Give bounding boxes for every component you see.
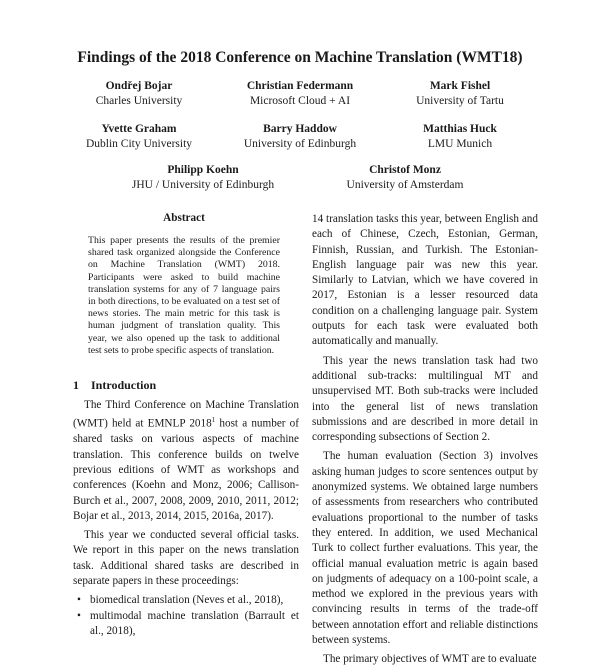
footnote-marker: 1 — [211, 416, 216, 425]
author-affiliation: University of Amsterdam — [346, 179, 464, 191]
author-name: Yvette Graham — [101, 123, 177, 135]
right-column-body — [312, 212, 538, 672]
author-affiliation: LMU Munich — [427, 138, 493, 150]
author-affiliation: Charles University — [95, 95, 183, 107]
author-name: Barry Haddow — [263, 123, 337, 135]
author-block — [225, 79, 375, 109]
author-affiliation: University of Edinburgh — [243, 138, 357, 150]
paper-title: Findings of the 2018 Conference on Machine Translation (WMT18) — [77, 49, 523, 66]
author-block — [225, 122, 375, 152]
author-name: Christof Monz — [369, 164, 441, 176]
body-paragraph: 14 translation tasks this year, between English and each of Chinese, Czech, Estonian, German, Finnish, Russian, and Turkish. The Estonian-English language pair was new this year. Similarly to Latvian, which we have covered in 2017, Estonian is a lesser resourced data condition on a challenging language pair. System outputs for each task were evaluated both automatically and manually. — [312, 213, 538, 348]
intro-text: host a number of shared tasks on various aspects of machine translation. This conference builds on twelve previous editions of WMT as workshops and conferences (Koehn and Monz, 2006; Callison-Burch et al., 2007, 2008, 2009, 2010, 2011, 2012; Bojar et al., 2013, 2014, 2015, 2016a, 2017). — [73, 418, 299, 522]
author-block — [320, 163, 490, 193]
author-affiliation: Dublin City University — [85, 138, 193, 150]
body-paragraph: This year the news translation task had two additional sub-tracks: multilingual MT and unsupervised MT. Both sub-tracks were included into the general list of news translation submissions and are described in more detail in corresponding subsections of Section 2. — [312, 354, 538, 444]
intro-paragraph-1 — [73, 398, 299, 524]
abstract-text: This paper presents the results of the premier shared task organized alongside the Conference on Machine Translation (WMT) 2018. Participants were asked to build machine translation systems for any of 7 language pairs in both directions, to be evaluated on a test set of news stories. The main metric for this task is human judgment of translation quality. This year, we also opened up the task to additional test sets to probe specific aspects of translation. — [88, 235, 280, 356]
author-name: Christian Federmann — [246, 80, 354, 92]
section-number: 1 — [73, 378, 79, 392]
list-item: • biomedical translation (Neves et al., 2018), — [73, 593, 299, 608]
section-heading — [73, 378, 156, 393]
abstract-heading: Abstract — [163, 212, 205, 224]
author-affiliation: JHU / University of Edinburgh — [131, 179, 275, 191]
left-column-body — [73, 398, 299, 639]
author-name: Philipp Koehn — [167, 164, 239, 176]
author-block — [74, 122, 204, 152]
intro-paragraph-2: This year we conducted several official tasks. We report in this paper on the news translation task. Additional shared tasks are described in separate papers in these proceedings: — [73, 529, 299, 587]
author-affiliation: University of Tartu — [416, 95, 504, 107]
author-block — [108, 163, 298, 193]
author-block — [395, 79, 525, 109]
author-name: Ondřej Bojar — [105, 80, 173, 92]
author-name: Matthias Huck — [423, 123, 497, 135]
body-paragraph: The human evaluation (Section 3) involves asking human judges to score sentences output by anonymized systems. We obtained large numbers of assessments from researchers who contributed evaluations proportional to the number of tasks they entered. In addition, we used Mechanical Turk to collect further evaluations. This year, the official manual evaluation metric is again based on judgments of adequacy on a 100-point scale, a method we explored in the previous years with convincing results in terms of the trade-off between annotation effort and reliable distinctions between systems. — [312, 450, 538, 647]
author-block — [74, 79, 204, 109]
author-name: Mark Fishel — [429, 80, 491, 92]
author-affiliation: Microsoft Cloud + AI — [249, 95, 351, 107]
intro-text: The Third Conference on Machine Translation (WMT) held at EMNLP 2018 — [73, 399, 299, 431]
body-paragraph: The primary objectives of WMT are to evaluate — [323, 653, 537, 666]
list-item: • multimodal machine translation (Barrault et al., 2018), — [73, 609, 299, 640]
shared-task-list — [73, 593, 299, 639]
author-block — [395, 122, 525, 152]
section-title: Introduction — [91, 378, 157, 392]
